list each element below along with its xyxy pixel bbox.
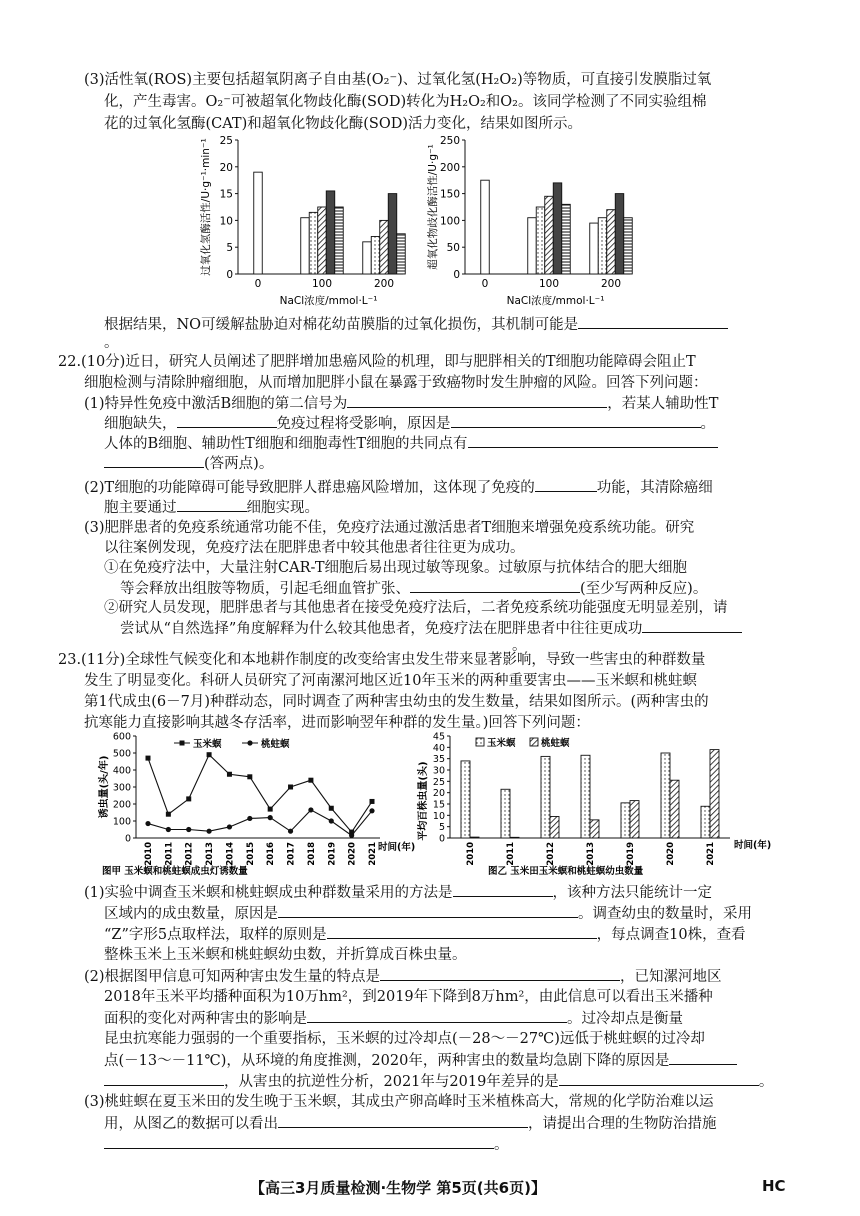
x-tick-label: 0 [254,278,262,290]
x-axis-label: NaCl浓度/mmol·L⁻¹ [279,295,378,307]
footer-page-info: 【高三3月质量检测·生物学 第5页(共6页)】 [250,1179,546,1197]
legend-swatch [476,738,484,746]
q23-sub2-line-3: 面积的变化对两种害虫的影响是 。过冷却点是衡量 [104,1008,683,1029]
figure-a-line-chart [98,730,428,878]
x-axis-label: 时间(年) [734,840,772,851]
q22-sub3-line-1: (3)肥胖患者的免疫系统通常功能不佳，免疫疗法通过激活患者T细胞来增强免疫系统功能。研究 [84,520,695,536]
legend-label: 玉米螟 [193,739,222,750]
q23-stem-1: 23.(11分)全球性气候变化和本地耕作制度的改变给害虫发生带来显著影响，导致一些害虫的种群数量 [58,652,706,668]
x-tick-label: 2013 [586,842,596,866]
q23-sub2-line-1: (2)根据图甲信息可知两种害虫发生量的特点是 ，已知漯河地区 [84,966,722,987]
data-point [186,796,191,801]
x-tick-label: 100 [538,278,560,290]
q23-sub3-line-3: 。 [104,1134,509,1155]
y-tick-label: 5 [438,822,445,834]
bar [545,196,554,274]
q21-3-line-5: 。 [104,335,119,351]
q23-sub3-line-1: (3)桃蛀螟在夏玉米田的发生晚于玉米螟，其成虫产卵高峰时玉米植株高大，常规的化学防治难以运 [84,1094,714,1110]
x-tick-label: 2015 [245,842,256,866]
q22-sub3-line-7: 。 [512,638,527,654]
q23-sub2-line-2: 2018年玉米平均播种面积为10万hm²，到2019年下降到8万hm²，由此信息可以看出玉米播种 [104,989,713,1005]
y-tick-label: 15 [219,188,233,201]
answer-blank[interactable] [380,966,620,981]
y-tick-label: 250 [439,135,460,147]
bar [590,820,599,838]
bar [501,789,510,838]
q23-sub2-line-6: ，从害虫的抗逆性分析，2021年与2019年差异的是 。 [104,1071,773,1092]
q23-stem-4: 抗寒能力直接影响其越冬存活率，进而影响翌年种群的发生量。)回答下列问题： [84,715,590,731]
bar [607,210,616,274]
bar [701,806,710,838]
x-tick-label: 2019 [327,842,338,866]
bar [550,816,559,838]
data-point [145,821,150,826]
x-tick-label: 2018 [306,842,317,866]
bar [335,207,344,274]
q23-sub2-line-5: 点(－13～－11℃)，从环境的角度推测，2020年，两种害虫的数量均急剧下降的原因是 [104,1050,737,1071]
bar [318,207,327,274]
y-tick-label: 200 [112,799,131,811]
y-tick-label: 5 [226,242,233,255]
x-tick-label: 2012 [184,842,195,866]
q22-sub2-line-1: (2)T细胞的功能障碍可能导致肥胖人群患癌风险增加，这体现了免疫的 功能，其清除癌细 [84,477,713,498]
cat-activity-chart [198,132,410,310]
y-tick-label: 0 [226,269,233,281]
x-tick-label: 200 [600,278,622,290]
answer-blank[interactable] [559,1071,759,1086]
q22-sub2-line-2: 胞主要通过 细胞实现。 [104,497,319,518]
bar [481,180,490,274]
figure-b-bar-chart [418,730,798,878]
data-point [329,818,334,823]
q23-sub3-line-2: 用，从图乙的数据可以看出 ，请提出合理的生物防治措施 [104,1113,717,1134]
y-tick-label: 40 [432,742,445,754]
y-tick-label: 45 [432,731,445,743]
q23-sub2-line-4: 昆虫抗寒能力强弱的一个重要指标，玉米螟的过冷却点(－28～－27℃)远低于桃蛀螟的过冷却 [104,1031,705,1047]
answer-blank[interactable] [642,618,742,633]
answer-blank[interactable] [307,1008,567,1023]
q22-stem-2: 细胞检测与清除肿瘤细胞，从而增加肥胖小鼠在暴露于致癌物时发生肿瘤的风险。回答下列问题： [84,375,708,391]
y-axis-label: 过氧化氢酶活性/U·g⁻¹·min⁻¹ [200,138,212,276]
answer-blank[interactable] [468,433,718,448]
legend-marker [180,741,185,746]
q21-3-line-3: 花的过氧化氢酶(CAT)和超氧化物歧化酶(SOD)活力变化，结果如图所示。 [104,116,583,132]
q22-sub3-line-2: 以往案例发现，免疫疗法在肥胖患者中较其他患者往往更为成功。 [104,540,525,556]
data-point [207,752,212,757]
bar [536,207,545,274]
y-tick-label: 0 [438,833,445,845]
q22-sub1-line-3: 人体的B细胞、辅助性T细胞和细胞毒性T细胞的共同点有 [104,433,718,454]
answer-blank[interactable] [451,413,701,428]
bar [388,194,397,274]
q21-3-line-1: (3)活性氧(ROS)主要包括超氧阴离子自由基(O₂⁻)、过氧化氢(H₂O₂)等物质，可直接引发膜脂过氧 [84,72,712,88]
y-tick-label: 25 [219,135,233,147]
bar [598,218,607,274]
y-tick-label: 500 [112,748,131,760]
answer-blank[interactable] [104,1071,224,1086]
x-tick-label: 200 [373,278,395,290]
bar [710,750,719,838]
bar [470,837,479,838]
data-point [268,815,273,820]
bar [541,756,550,838]
bar [615,194,624,274]
q23-stem-2: 发生了明显变化。科研人员研究了河南漯河地区近10年玉米的两种重要害虫——玉米螟和桃蛀螟 [84,673,697,689]
data-point [247,816,252,821]
y-tick-label: 25 [432,776,445,788]
q22-sub3-line-3: ①在免疫疗法中，大量注射CAR-T细胞后易出现过敏等现象。过敏原与抗体结合的肥大细胞 [104,560,688,576]
series-line-1 [148,810,372,836]
bar [510,837,519,838]
x-tick-label: 0 [481,278,489,290]
q23-sub1-line-1: (1)实验中调查玉米螟和桃蛀螟成虫种群数量采用的方法是 ，该种方法只能统计一定 [84,882,712,903]
bar [621,803,630,838]
bar [630,801,639,838]
q23-sub1-line-4: 整株玉米上玉米螟和桃蛀螟幼虫数，并折算成百株虫量。 [104,947,467,963]
y-tick-label: 600 [112,731,131,743]
bar [581,755,590,838]
x-axis-label: NaCl浓度/mmol·L⁻¹ [506,295,605,307]
footer-code: HC [762,1177,786,1195]
answer-blank[interactable] [327,924,597,939]
y-tick-label: 30 [432,765,445,777]
data-point [206,829,211,834]
bar [254,172,263,274]
data-point [288,829,293,834]
y-tick-label: 0 [124,833,131,845]
q22-stem-1: 22.(10分)近日，研究人员阐述了肥胖增加患癌风险的机理，即与肥胖相关的T细胞功能障碍会阻止T [58,354,696,370]
legend-swatch [530,738,538,746]
data-point [308,807,313,812]
q21-3-line-2: 化，产生毒害。O₂⁻可被超氧化物歧化酶(SOD)转化为H₂O₂和O₂。该同学检测了不同实验组棉 [104,94,707,110]
legend-label: 玉米螟 [487,738,516,749]
bar [363,242,372,274]
x-tick-label: 2021 [368,842,378,866]
y-tick-label: 15 [432,799,445,811]
y-tick-label: 400 [112,765,131,777]
bar [528,218,537,274]
x-tick-label: 2010 [144,842,154,866]
data-point [247,774,252,779]
q22-sub3-line-6: 尝试从“自然选择”角度解释为什么较其他患者，免疫疗法在肥胖患者中往往更成功 [120,618,742,639]
q23-stem-3: 第1代成虫(6－7月)种群动态，同时调查了两种害虫幼虫的发生数量，结果如图所示。(两种害虫的 [84,694,709,710]
bar [553,183,562,274]
y-tick-label: 20 [219,161,233,174]
q22-sub3-line-5: ②研究人员发现，肥胖患者与其他患者在接受免疫疗法后，二者免疫系统功能强度无明显差别，请 [104,600,728,616]
x-tick-label: 2016 [266,842,277,866]
data-point [369,808,374,813]
y-tick-label: 200 [439,161,460,174]
y-tick-label: 10 [432,810,445,822]
bar [371,236,380,274]
bar [624,218,633,274]
data-point [227,824,232,829]
answer-blank[interactable] [177,413,277,428]
x-tick-label: 2020 [347,842,358,866]
data-point [227,772,232,777]
y-axis-label: 诱虫量(头/年) [99,755,110,819]
data-point [288,785,293,790]
bar [397,234,406,274]
bar [670,780,679,838]
legend-label: 桃蛀螟 [261,739,290,750]
y-tick-label: 0 [453,269,460,281]
legend-marker [247,740,252,745]
q22-sub1-line-2: 细胞缺失， 免疫过程将受影响，原因是 。 [104,413,715,434]
answer-blank[interactable] [347,393,607,408]
data-point [146,756,151,761]
y-tick-label: 100 [439,215,460,228]
bar [380,220,389,274]
q22-sub1-line-1: (1)特异性免疫中激活B细胞的第二信号为 ，若某人辅助性T [84,393,718,414]
y-tick-label: 10 [219,215,233,228]
q23-sub1-line-3: “Z”字形5点取样法，取样的原则是 ，每点调查10株，查看 [104,924,746,945]
x-tick-label: 2014 [225,842,236,866]
answer-blank[interactable] [453,882,553,897]
legend-label: 桃蛀螟 [541,738,570,749]
answer-blank[interactable] [578,314,728,329]
bar [661,753,670,838]
data-point [349,833,354,838]
x-tick-label: 2017 [286,842,297,866]
series-line-0 [148,755,372,832]
answer-blank[interactable] [104,1134,494,1149]
q22-sub1-line-4: (答两点)。 [104,453,273,474]
bar [590,223,599,274]
answer-blank[interactable] [535,477,597,492]
data-point [308,778,313,783]
answer-blank[interactable] [177,497,247,512]
q21-3-line-4: 根据结果，NO可缓解盐胁迫对棉花幼苗膜脂的过氧化损伤，其机制可能是 [104,314,728,335]
y-axis-label: 平均百株虫量(头) [418,761,429,841]
answer-blank[interactable] [278,1113,528,1128]
data-point [268,807,273,812]
x-tick-label: 2013 [205,842,216,866]
answer-blank[interactable] [104,453,204,468]
answer-blank[interactable] [278,903,578,918]
sod-activity-chart [425,132,645,310]
y-tick-label: 300 [112,782,131,794]
x-tick-label: 2011 [506,842,516,866]
y-tick-label: 100 [112,816,131,828]
y-axis-label: 超氧化物歧化酶活性/U·g⁻¹ [427,144,439,270]
y-tick-label: 35 [432,754,445,766]
bar [326,191,335,274]
x-tick-label: 2012 [546,842,556,866]
x-tick-label: 2010 [466,842,476,866]
x-axis-label: 时间(年) [378,842,416,853]
x-tick-label: 100 [311,278,333,290]
bar [562,204,571,274]
figure-caption: 图甲 玉米螟和桃蛀螟成虫灯诱数量 [102,866,248,877]
q22-sub3-line-4: 等会释放出组胺等物质，引起毛细血管扩张、 (至少写两种反应)。 [120,578,707,599]
data-point [370,799,375,804]
bar [301,218,310,274]
bar [309,212,318,274]
data-point [166,827,171,832]
x-tick-label: 2011 [164,842,175,866]
answer-blank[interactable] [410,578,580,593]
y-tick-label: 50 [446,242,460,255]
q23-sub1-line-2: 区域内的成虫数量，原因是 。调查幼虫的数量时，采用 [104,903,752,924]
data-point [186,827,191,832]
data-point [329,806,334,811]
x-tick-label: 2021 [706,842,716,866]
y-tick-label: 20 [432,788,445,800]
x-tick-label: 2019 [626,842,636,866]
data-point [166,812,171,817]
figure-caption: 图乙 玉米田玉米螟和桃蛀螟幼虫数量 [488,866,644,877]
bar [461,761,470,838]
x-tick-label: 2020 [666,842,676,866]
y-tick-label: 150 [439,188,460,201]
answer-blank[interactable] [669,1050,737,1065]
